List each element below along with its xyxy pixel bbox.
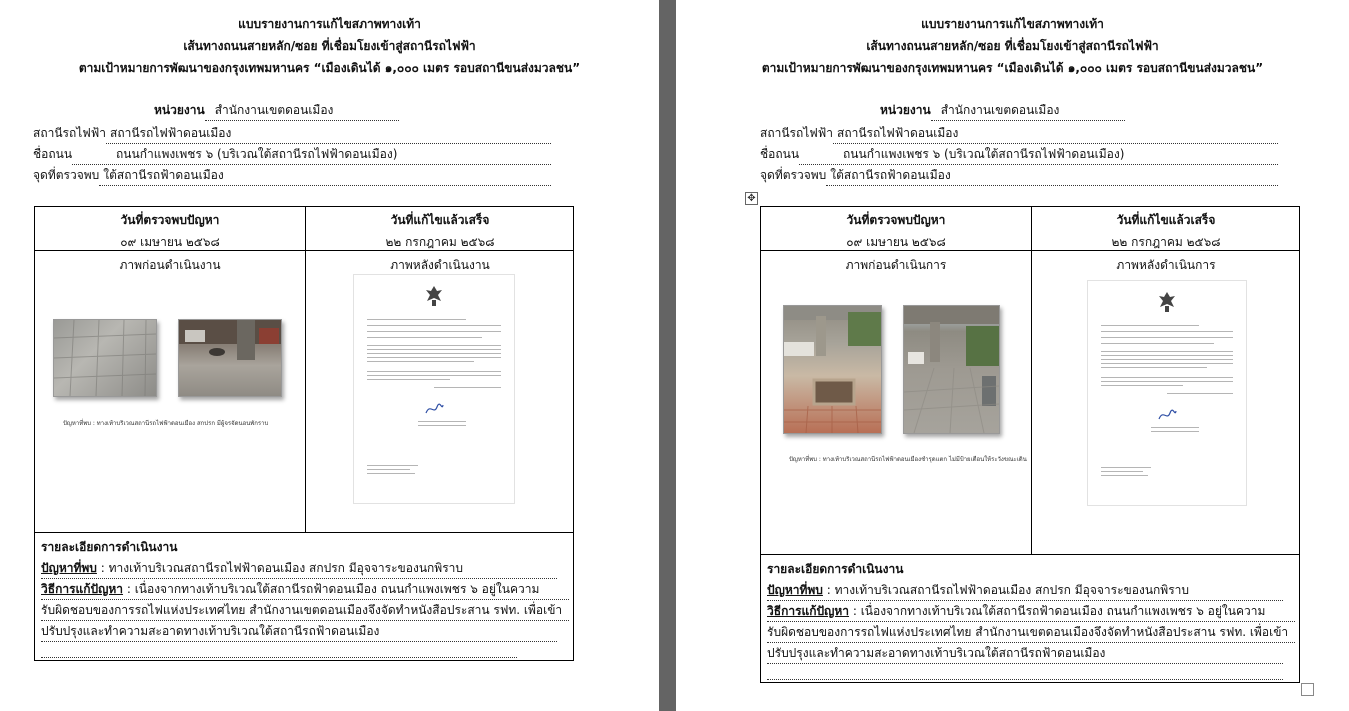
unit-label: หน่วยงาน: [154, 103, 205, 117]
found-date-value: ๐๙ เมษายน ๒๕๖๘: [120, 235, 220, 249]
signature-icon: [424, 401, 444, 417]
details-title: รายละเอียดการดำเนินงาน: [41, 540, 178, 554]
solution-line-3: ปรับปรุงและทำความสะอาดทางเท้าบริเวณใต้สถานีรถฟ้าดอนเมือง: [767, 644, 1283, 664]
before-photo-2: [903, 305, 1000, 434]
report-subtitle: เส้นทางถนนสายหลัก/ซอย ที่เชื่อมโยงเข้าสู่สถานีรถไฟฟ้า: [866, 39, 1159, 53]
unit-row: [880, 101, 1125, 121]
solution-line-2: รับผิดชอบของการรถไฟแห่งประเทศไทย สำนักงานเขตดอนเมืองจึงจัดทำหนังสือประสาน รฟท. เพื่อเข้า: [767, 623, 1295, 643]
document-page-left: [0, 0, 659, 711]
before-photo-1: [53, 319, 157, 397]
table-move-handle-icon[interactable]: ✥: [745, 192, 758, 205]
after-photo-label: ภาพหลังดำเนินการ: [1116, 258, 1216, 272]
document-page-right: [676, 0, 1349, 711]
problem-line: [41, 559, 557, 579]
found-date-label: วันที่ตรวจพบปัญหา: [120, 213, 220, 227]
fixed-date-value: ๒๒ กรกฎาคม ๒๕๖๘: [1111, 235, 1221, 249]
road-field: [33, 145, 551, 165]
problem-label: ปัญหาที่พบ: [41, 561, 97, 575]
location-value: ใต้สถานีรถฟ้าดอนเมือง: [826, 166, 1278, 186]
location-field: [33, 166, 551, 186]
solution-label: วิธีการแก้ปัญหา: [41, 582, 124, 596]
report-table: [760, 206, 1300, 683]
blank-dotted-line: [41, 657, 517, 658]
solution-label: วิธีการแก้ปัญหา: [767, 604, 850, 618]
solution-line-3: ปรับปรุงและทำความสะอาดทางเท้าบริเวณใต้สถานีรถฟ้าดอนเมือง: [41, 622, 557, 642]
solution-line-2: รับผิดชอบของการรถไฟแห่งประเทศไทย สำนักงานเขตดอนเมืองจึงจัดทำหนังสือประสาน รฟท. เพื่อเข้า: [41, 601, 569, 621]
before-photo-label: ภาพก่อนดำเนินการ: [845, 258, 947, 272]
road-field: [760, 145, 1278, 165]
report-goal: ตามเป้าหมายการพัฒนาของกรุงเทพมหานคร “เมืองเดินได้ ๑,๐๐๐ เมตร รอบสถานีขนส่งมวลชน”: [78, 61, 581, 75]
blank-dotted-line: [767, 679, 1283, 680]
report-title: แบบรายงานการแก้ไขสภาพทางเท้า: [238, 17, 421, 31]
station-value: สถานีรถไฟฟ้าดอนเมือง: [106, 124, 551, 144]
details-title: รายละเอียดการดำเนินงาน: [767, 562, 904, 576]
page-divider: [659, 0, 676, 711]
unit-row: [154, 101, 399, 121]
solution-text-1: : เนื่องจากทางเท้าบริเวณใต้สถานีรถฟ้าดอนเมือง ถนนกำแพงเพชร ๖ อยู่ในความ: [123, 582, 540, 596]
fixed-date-value: ๒๒ กรกฎาคม ๒๕๖๘: [385, 235, 495, 249]
location-label: จุดที่ตรวจพบ: [33, 168, 100, 182]
road-label: ชื่อถนน: [33, 147, 73, 161]
unit-value: สำนักงานเขตดอนเมือง: [931, 101, 1125, 121]
found-date-value: ๐๙ เมษายน ๒๕๖๘: [846, 235, 946, 249]
location-field: [760, 166, 1278, 186]
road-label: ชื่อถนน: [760, 147, 800, 161]
before-photo-2: [178, 319, 282, 397]
solution-line-1: [767, 602, 1295, 622]
after-photo-label: ภาพหลังดำเนินงาน: [390, 258, 490, 272]
before-photo-label: ภาพก่อนดำเนินงาน: [119, 258, 221, 272]
garuda-emblem-icon: [425, 285, 443, 307]
unit-label: หน่วยงาน: [880, 103, 931, 117]
unit-value: สำนักงานเขตดอนเมือง: [205, 101, 399, 121]
table-resize-handle[interactable]: [1301, 683, 1314, 696]
report-table: [34, 206, 574, 661]
official-letter-image: [1087, 280, 1247, 506]
official-letter-image: [353, 274, 515, 504]
before-photo-caption: ปัญหาที่พบ : ทางเท้าบริเวณสถานีรถไฟฟ้าดอนเมือง สกปรก มีผู้จรจัดนอนพักราบ: [63, 420, 269, 427]
report-goal: ตามเป้าหมายการพัฒนาของกรุงเทพมหานคร “เมืองเดินได้ ๑,๐๐๐ เมตร รอบสถานีขนส่งมวลชน”: [761, 61, 1264, 75]
location-value: ใต้สถานีรถฟ้าดอนเมือง: [99, 166, 551, 186]
road-value: ถนนกำแพงเพชร ๖ (บริเวณใต้สถานีรถไฟฟ้าดอนเมือง): [799, 145, 1278, 165]
station-field: [33, 124, 551, 144]
fixed-date-label: วันที่แก้ไขแล้วเสร็จ: [1116, 213, 1216, 227]
before-photo-1: [783, 305, 882, 434]
problem-text: : ทางเท้าบริเวณสถานีรถไฟฟ้าดอนเมือง สกปรก มีอุจจาระของนกพิราบ: [96, 561, 463, 575]
garuda-emblem-icon: [1158, 291, 1176, 313]
solution-text-1: : เนื่องจากทางเท้าบริเวณใต้สถานีรถฟ้าดอนเมือง ถนนกำแพงเพชร ๖ อยู่ในความ: [849, 604, 1266, 618]
station-label: สถานีรถไฟฟ้า: [760, 126, 834, 140]
problem-label: ปัญหาที่พบ: [767, 583, 823, 597]
report-subtitle: เส้นทางถนนสายหลัก/ซอย ที่เชื่อมโยงเข้าสู่สถานีรถไฟฟ้า: [183, 39, 476, 53]
location-label: จุดที่ตรวจพบ: [760, 168, 827, 182]
station-label: สถานีรถไฟฟ้า: [33, 126, 107, 140]
station-field: [760, 124, 1278, 144]
report-title: แบบรายงานการแก้ไขสภาพทางเท้า: [921, 17, 1104, 31]
road-value: ถนนกำแพงเพชร ๖ (บริเวณใต้สถานีรถไฟฟ้าดอนเมือง): [72, 145, 551, 165]
fixed-date-label: วันที่แก้ไขแล้วเสร็จ: [390, 213, 490, 227]
signature-icon: [1157, 407, 1177, 423]
problem-text: : ทางเท้าบริเวณสถานีรถไฟฟ้าดอนเมือง สกปรก มีอุจจาระของนกพิราบ: [822, 583, 1189, 597]
solution-line-1: [41, 580, 569, 600]
found-date-label: วันที่ตรวจพบปัญหา: [846, 213, 946, 227]
station-value: สถานีรถไฟฟ้าดอนเมือง: [833, 124, 1278, 144]
before-photo-caption: ปัญหาที่พบ : ทางเท้าบริเวณสถานีรถไฟฟ้าดอนเมืองชำรุดแตก ไม่มีป้ายเตือนให้ระวังขณะเดิน: [789, 456, 1027, 463]
problem-line: [767, 581, 1283, 601]
